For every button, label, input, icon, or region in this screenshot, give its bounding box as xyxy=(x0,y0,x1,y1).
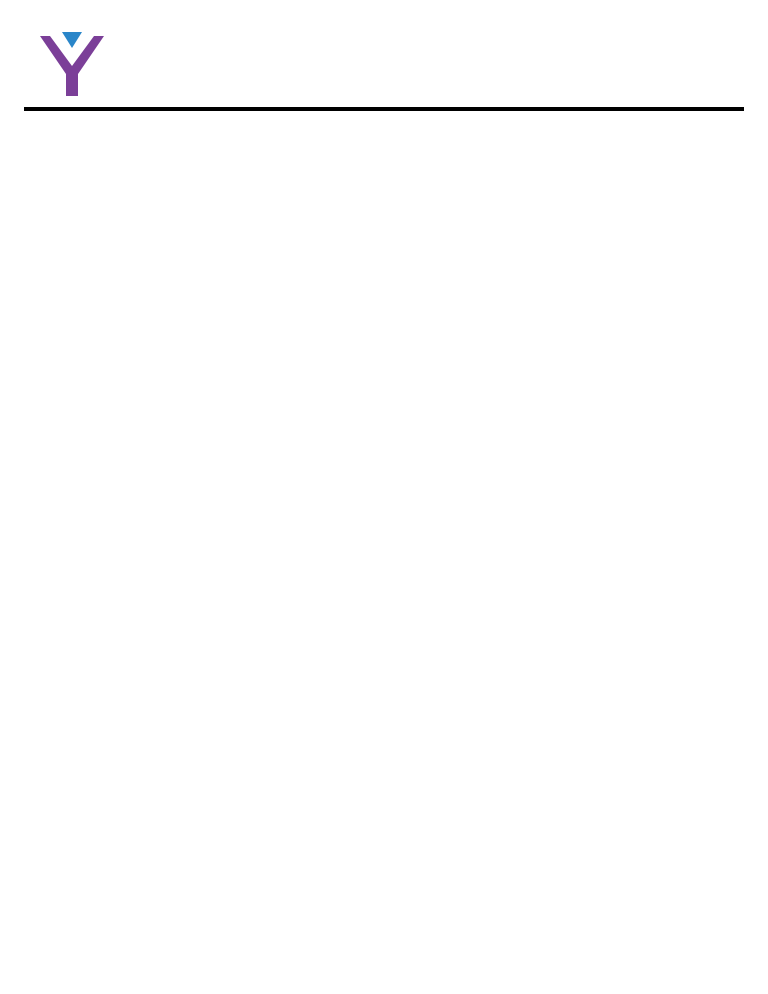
notes xyxy=(24,797,746,803)
ymca-logo-icon xyxy=(22,26,112,96)
header xyxy=(0,0,768,108)
schedule-grid xyxy=(24,107,744,111)
